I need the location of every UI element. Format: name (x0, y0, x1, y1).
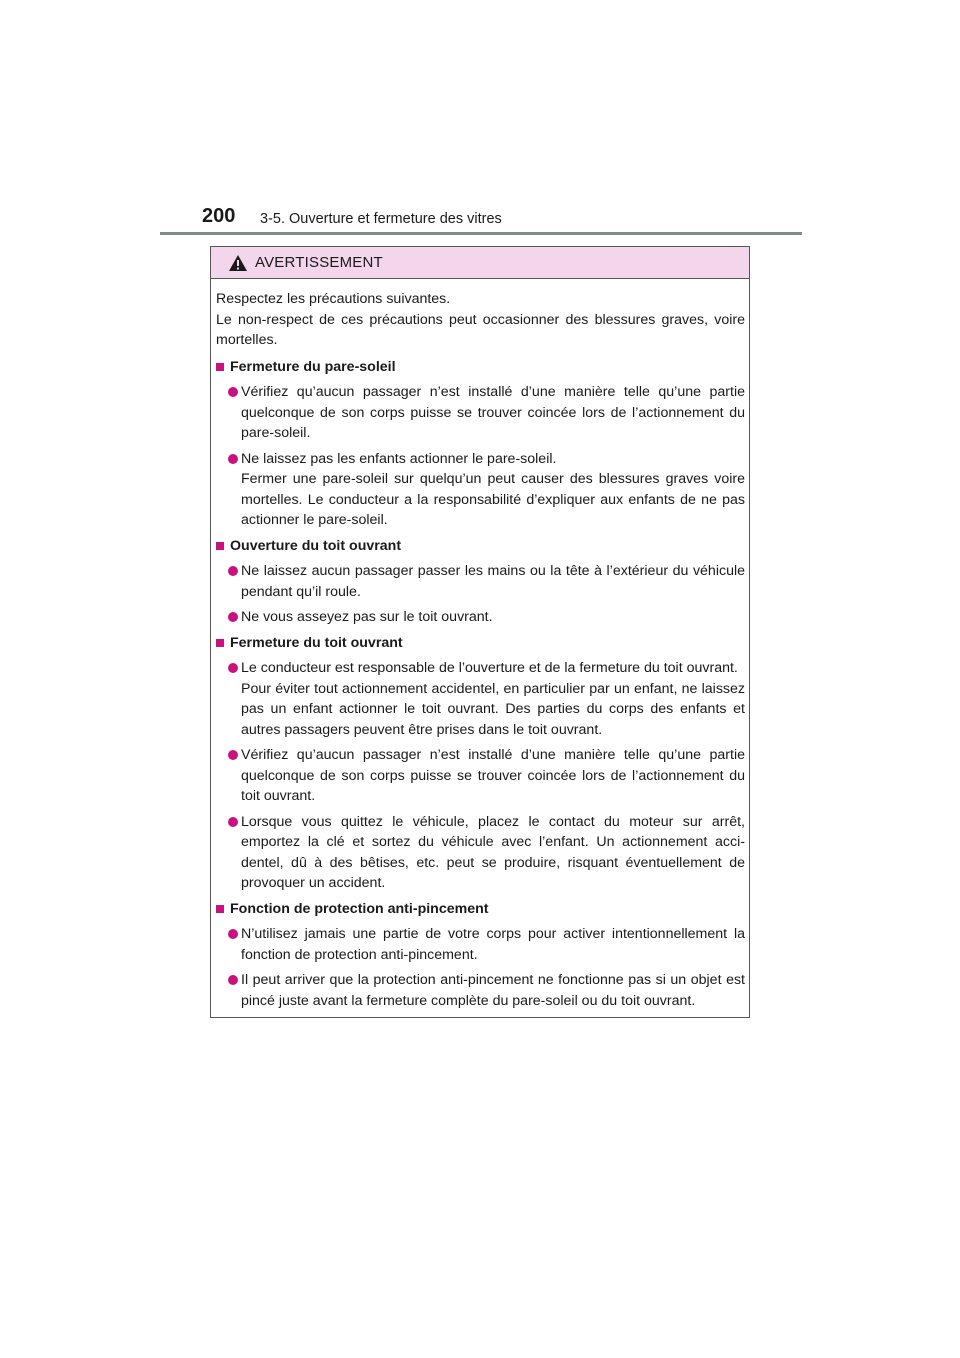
warning-header (211, 247, 749, 279)
section-heading-text: Fonction de protection anti-pincement (230, 900, 489, 917)
item-text: Il peut arriver que la protection anti-pincement ne fonctionne pas si un objet est pincé juste avant la fermeture complète du pare-soleil ou du toit ouvrant. (241, 972, 745, 1009)
warning-item (216, 449, 745, 531)
warning-item (216, 561, 745, 602)
item-text: Lorsque vous quittez le véhicule, placez le contact du moteur sur arrêt, emportez la clé et sortez du véhicule avec l’enfant. Un actionnement acci-dentel, dû à des bêtises, etc. peut se produire, risquant éventuellement de provoquer un accident. (241, 813, 745, 891)
square-bullet-icon (216, 905, 224, 913)
section-heading (216, 357, 745, 378)
warning-triangle-icon (228, 254, 248, 272)
warning-item (216, 924, 745, 965)
item-text: Ne vous asseyez pas sur le toit ouvrant. (241, 609, 493, 625)
warning-box (210, 246, 750, 1018)
page-header (160, 204, 802, 234)
item-text: Vérifiez qu’aucun passager n’est installé d’une manière telle qu’une partie quelconque de son corps puisse se trouver coincée lors de l’actionnement du pare-soleil. (241, 384, 745, 441)
section-heading (216, 633, 745, 654)
section-heading (216, 536, 745, 557)
square-bullet-icon (216, 542, 224, 550)
round-bullet-icon (228, 929, 238, 939)
warning-title: AVERTISSEMENT (255, 254, 383, 271)
item-text: Vérifiez qu’aucun passager n’est installé d’une manière telle qu’une partie quelconque de son corps puisse se trouver coincée lors de l’actionnement du toit ouvrant. (241, 747, 745, 804)
item-text: Le conducteur est responsable de l’ouverture et de la fermeture du toit ouvrant. (241, 660, 738, 676)
warning-item (216, 812, 745, 894)
round-bullet-icon (228, 975, 238, 985)
warning-item (216, 658, 745, 740)
warning-sections (216, 357, 745, 1012)
round-bullet-icon (228, 663, 238, 673)
page-number: 200 (202, 205, 236, 227)
round-bullet-icon (228, 454, 238, 464)
square-bullet-icon (216, 363, 224, 371)
intro-line: Respectez les précautions suivantes. (216, 291, 451, 307)
item-text: Pour éviter tout actionnement accidentel, en particulier par un enfant, ne laissez pas un enfant actionner le toit ouvrant. Des parties du corps des enfants et autres passagers peuvent être prises dans le toit ouvrant. (241, 680, 745, 738)
warning-item (216, 382, 745, 444)
round-bullet-icon (228, 387, 238, 397)
section-heading-text: Fermeture du toit ouvrant (230, 634, 403, 651)
warning-content (216, 289, 745, 1016)
round-bullet-icon (228, 612, 238, 622)
warning-intro (216, 289, 745, 351)
section-heading (216, 899, 745, 920)
square-bullet-icon (216, 639, 224, 647)
section-heading-text: Ouverture du toit ouvrant (230, 537, 402, 554)
warning-item (216, 970, 745, 1011)
intro-line: Le non-respect de ces précautions peut occasionner des blessures graves, voire mortelles. (216, 311, 745, 348)
item-text: N’utilisez jamais une partie de votre corps pour activer intentionnellement la fonction de protection anti-pincement. (241, 926, 745, 963)
round-bullet-icon (228, 817, 238, 827)
item-text: Ne laissez aucun passager passer les mains ou la tête à l’extérieur du véhicule pendant qu’il roule. (241, 563, 745, 600)
section-heading-text: Fermeture du pare-soleil (230, 358, 396, 375)
item-text: Fermer une pare-soleil sur quelqu’un peut causer des blessures graves voire mortelles. Le conducteur a la responsabilité d’expliquer aux enfants de ne pas actionner le pare-soleil. (241, 471, 745, 528)
warning-item (216, 607, 745, 628)
round-bullet-icon (228, 750, 238, 760)
round-bullet-icon (228, 566, 238, 576)
section-title: 3-5. Ouverture et fermeture des vitres (260, 211, 502, 227)
header-rule (160, 232, 802, 235)
warning-item (216, 745, 745, 807)
item-text: Ne laissez pas les enfants actionner le pare-soleil. (241, 450, 557, 467)
